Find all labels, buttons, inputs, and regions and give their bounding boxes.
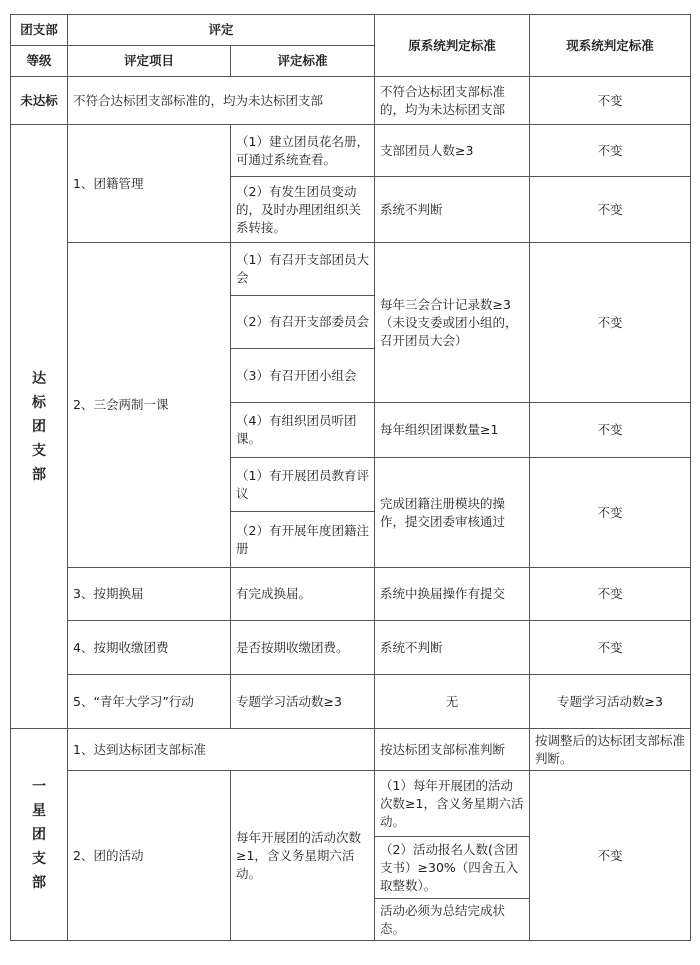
meetings-old-c: 完成团籍注册模块的操作，提交团委审核通过 — [375, 458, 530, 568]
membership-new-1: 不变 — [530, 125, 691, 177]
item-study: 5、“青年大学习”行动 — [68, 675, 231, 729]
meetings-standard-5: （1）有开展团员教育评议 — [231, 458, 375, 512]
header-standard: 评定标准 — [231, 46, 375, 77]
membership-old-2: 系统不判断 — [375, 177, 530, 243]
header-new-system: 现系统判定标准 — [530, 15, 691, 77]
meetings-old-a: 每年三会合计记录数≥3（未设支委或团小组的，召开团员大会） — [375, 243, 530, 403]
dues-new: 不变 — [530, 621, 691, 675]
membership-old-1: 支部团员人数≥3 — [375, 125, 530, 177]
dues-old: 系统不判断 — [375, 621, 530, 675]
level-one-star: 一 星 团 支 部 — [11, 729, 68, 941]
evaluation-standards-table — [10, 14, 691, 941]
activity-new: 不变 — [530, 771, 691, 941]
reach-new: 按调整后的达标团支部标准判断。 — [530, 729, 691, 771]
header-old-system: 原系统判定标准 — [375, 15, 530, 77]
meetings-standard-4: （4）有组织团员听团课。 — [231, 403, 375, 458]
item-activity: 2、团的活动 — [68, 771, 231, 941]
level-fail: 未达标 — [11, 77, 68, 125]
evaluation-table-page — [10, 14, 690, 941]
header-level: 等级 — [11, 46, 68, 77]
meetings-old-b: 每年组织团课数量≥1 — [375, 403, 530, 458]
fail-old-standard: 不符合达标团支部标准的，均为未达标团支部 — [375, 77, 530, 125]
study-new: 专题学习活动数≥3 — [530, 675, 691, 729]
item-term: 3、按期换届 — [68, 568, 231, 621]
meetings-new-a: 不变 — [530, 243, 691, 403]
fail-standard: 不符合达标团支部标准的，均为未达标团支部 — [68, 77, 375, 125]
study-standard: 专题学习活动数≥3 — [231, 675, 375, 729]
header-branch: 团支部 — [11, 15, 68, 46]
term-standard: 有完成换届。 — [231, 568, 375, 621]
item-reach-standard: 1、达到达标团支部标准 — [68, 729, 375, 771]
header-item: 评定项目 — [68, 46, 231, 77]
membership-new-2: 不变 — [530, 177, 691, 243]
reach-old: 按达标团支部标准判断 — [375, 729, 530, 771]
activity-old-3: 活动必须为总结完成状态。 — [375, 899, 530, 941]
item-membership: 1、团籍管理 — [68, 125, 231, 243]
dues-standard: 是否按期收缴团费。 — [231, 621, 375, 675]
item-dues: 4、按期收缴团费 — [68, 621, 231, 675]
study-old: 无 — [375, 675, 530, 729]
meetings-new-b: 不变 — [530, 403, 691, 458]
membership-standard-1: （1）建立团员花名册，可通过系统查看。 — [231, 125, 375, 177]
activity-old-1: （1）每年开展团的活动次数≥1，含义务星期六活动。 — [375, 771, 530, 837]
item-meetings: 2、三会两制一课 — [68, 243, 231, 568]
fail-new-standard: 不变 — [530, 77, 691, 125]
membership-standard-2: （2）有发生团员变动的，及时办理团组织关系转接。 — [231, 177, 375, 243]
meetings-new-c: 不变 — [530, 458, 691, 568]
term-old: 系统中换届操作有提交 — [375, 568, 530, 621]
meetings-standard-3: （3）有召开团小组会 — [231, 349, 375, 403]
activity-standard: 每年开展团的活动次数≥1，含义务星期六活动。 — [231, 771, 375, 941]
meetings-standard-2: （2）有召开支部委员会 — [231, 296, 375, 349]
meetings-standard-1: （1）有召开支部团员大会 — [231, 243, 375, 296]
header-evaluation: 评定 — [68, 15, 375, 46]
term-new: 不变 — [530, 568, 691, 621]
activity-old-2: （2）活动报名人数(含团支书）≥30%（四舍五入取整数）。 — [375, 837, 530, 899]
level-qualified: 达 标 团 支 部 — [11, 125, 68, 729]
meetings-standard-6: （2）有开展年度团籍注册 — [231, 512, 375, 568]
